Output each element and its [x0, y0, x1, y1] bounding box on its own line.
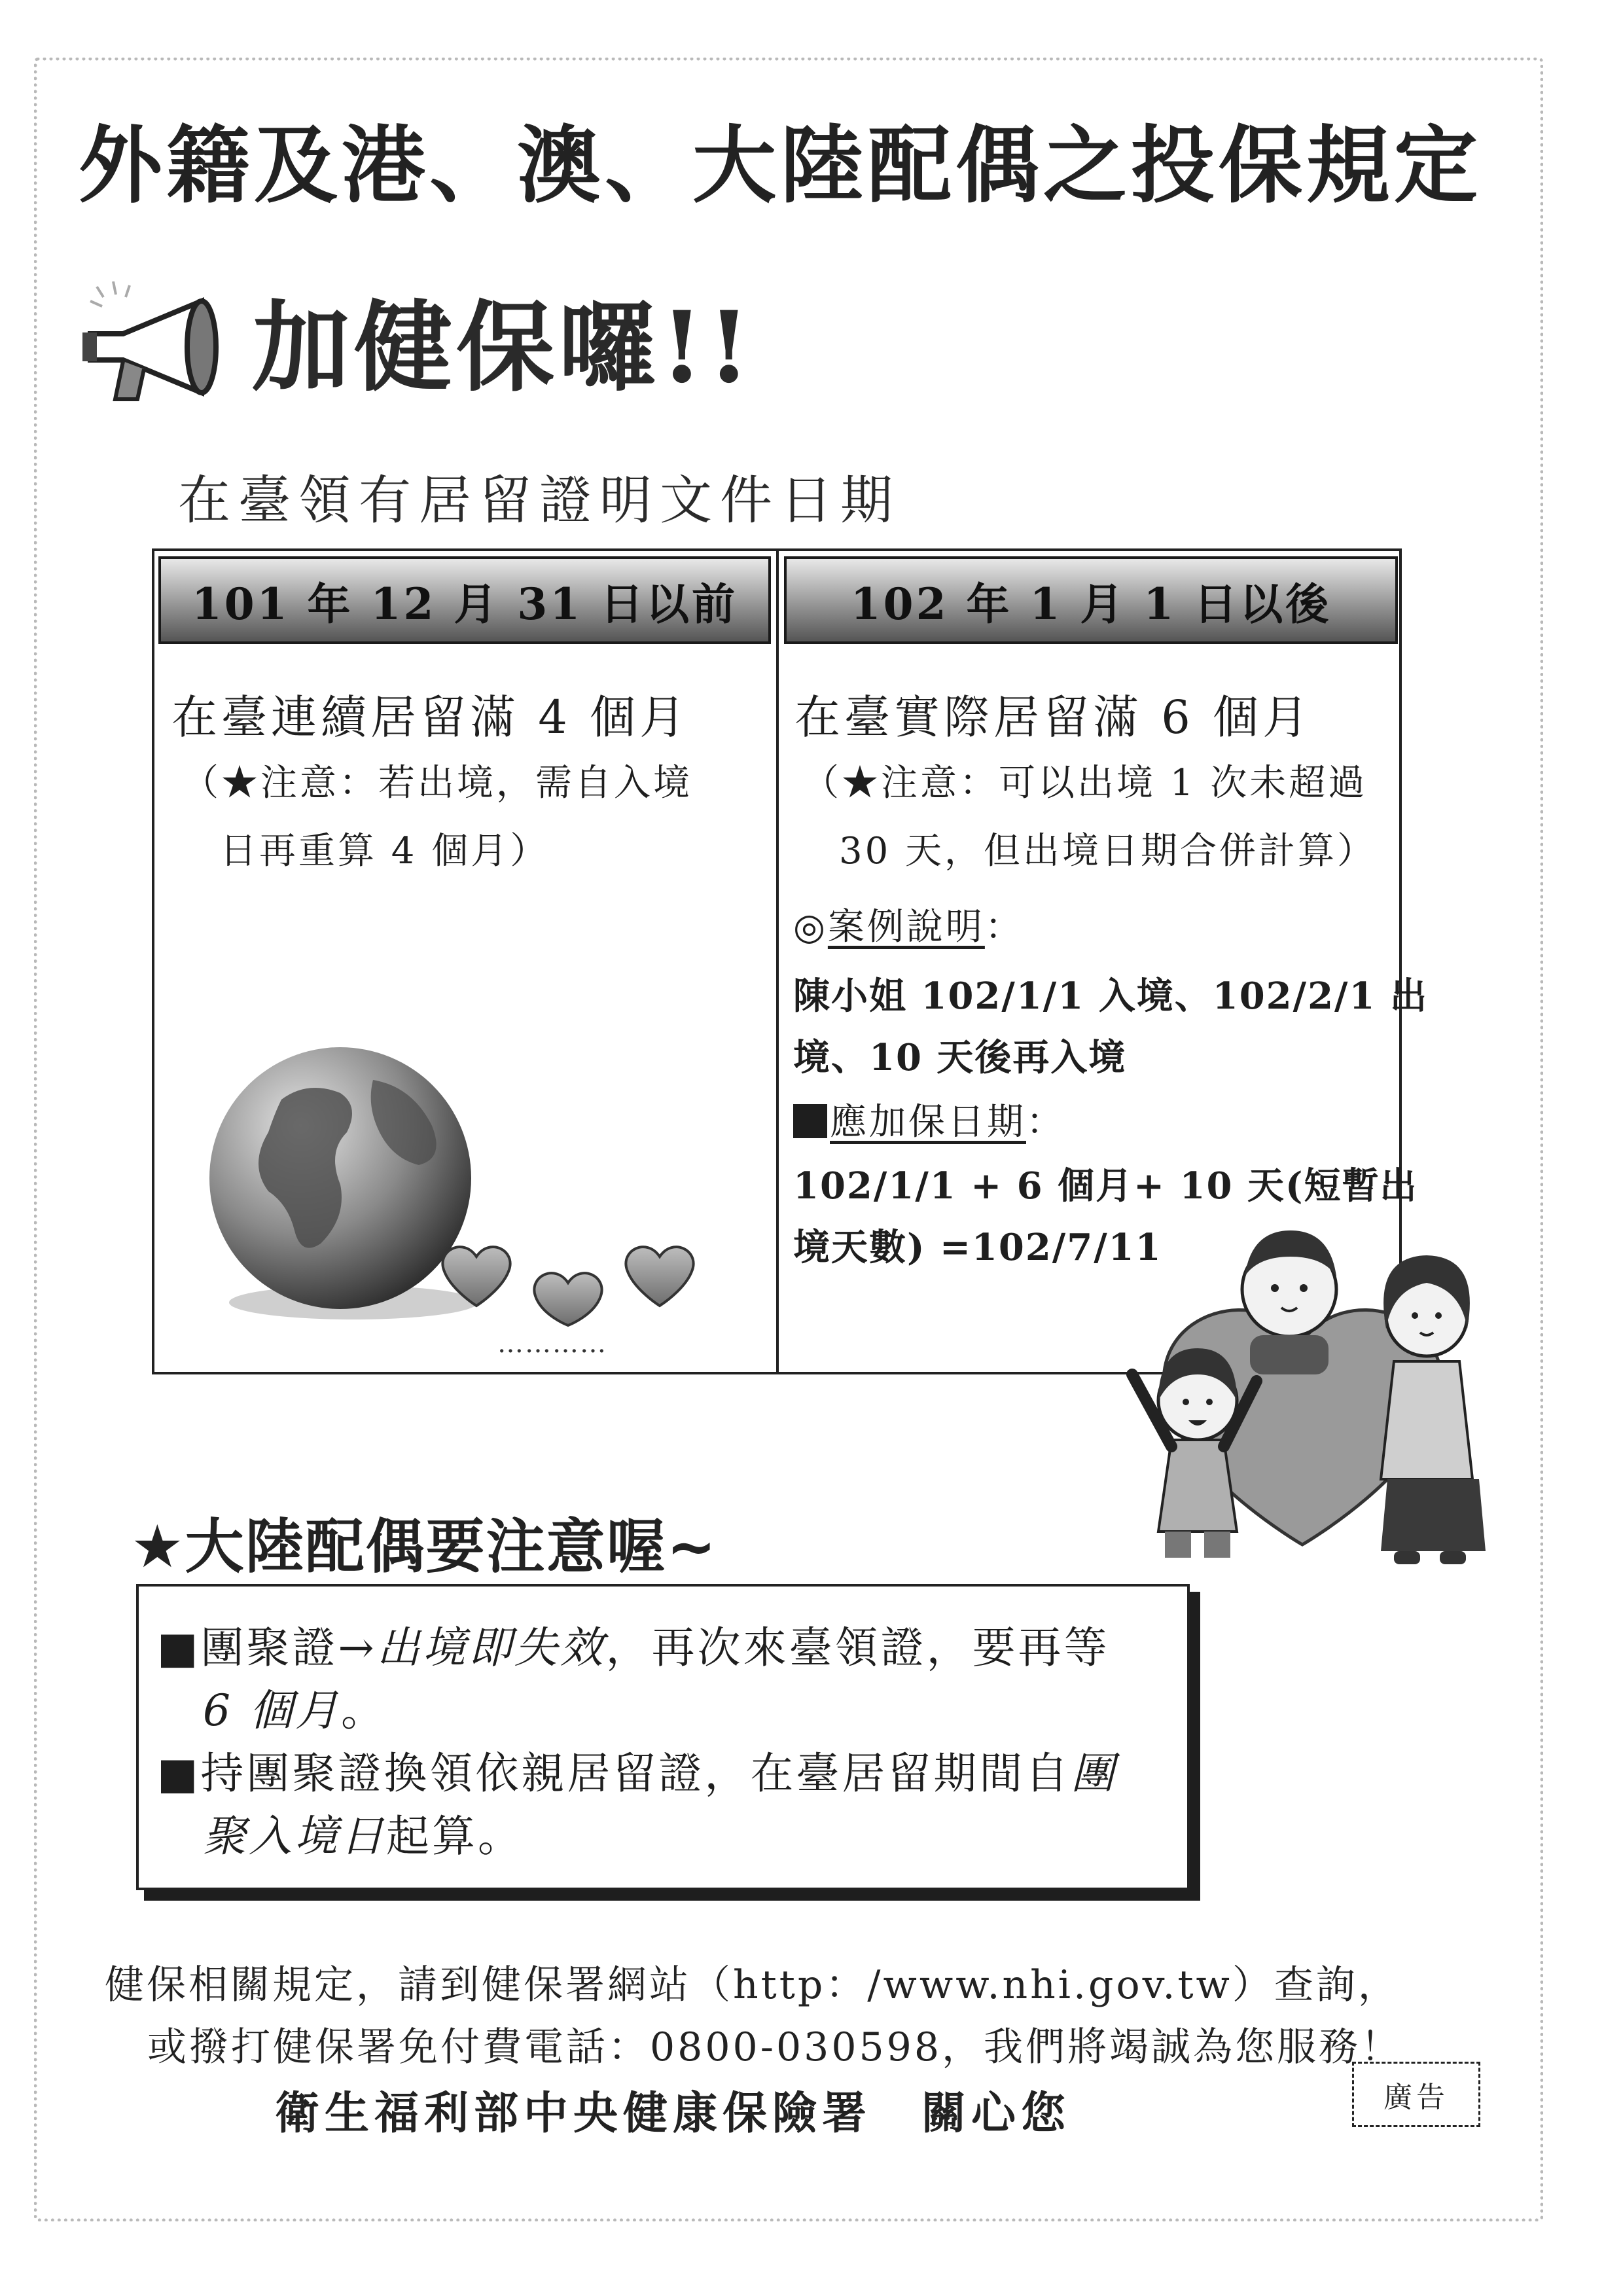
heart-icon [437, 1230, 712, 1329]
notice-box [136, 1584, 1190, 1890]
notice-item2-rest: 起算。 [386, 1811, 524, 1861]
date-line1: 102/1/1 + 6 個月+ 10 天(短暫出 [793, 1164, 1418, 1208]
notice-item1-line2 [203, 1676, 387, 1738]
left-main-rule: 在臺連續居留滿 4 個月 [171, 691, 690, 744]
case-heading-text: 案例說明 [827, 906, 985, 948]
notice-item1-line1 [157, 1613, 1110, 1675]
footer-line2: 或撥打健保署免付費電話：0800-030598，我們將竭誠為您服務！ [147, 2024, 1403, 2070]
ellipsis-dots: ………… [497, 1329, 607, 1359]
left-note-line2: 日再重算 4 個月） [220, 830, 550, 872]
left-note-line1: （★注意：若出境，需自入境 [182, 762, 692, 804]
notice-item2-line1 [157, 1738, 1116, 1801]
advertisement-label: 廣告 [1352, 2062, 1480, 2127]
notice-item1-prefix: ■團聚證→ [157, 1623, 377, 1673]
date-heading-text: 應加保日期 [830, 1101, 1026, 1143]
page-title: 外籍及港、澳、大陸配偶之投保規定 [79, 117, 1482, 215]
subtitle: 在臺領有居留證明文件日期 [178, 470, 901, 531]
footer-organization: 衛生福利部中央健康保險署 關心您 [275, 2087, 1071, 2140]
case-heading [793, 898, 1024, 950]
square-bullet-icon [793, 1104, 827, 1138]
date-heading-suffix: ： [1026, 1101, 1065, 1143]
header-after-2013: 102 年 1 月 1 日以後 [784, 556, 1398, 644]
case-line1: 陳小姐 102/1/1 入境、102/2/1 出 [793, 975, 1428, 1018]
notice-item2-emphasis-2: 聚入境日 [203, 1811, 386, 1861]
globe-illustration [203, 1041, 478, 1322]
family-illustration [1099, 1230, 1505, 1597]
date-heading [793, 1093, 1065, 1145]
notice-item1-rest: ，再次來臺領證，要再等 [605, 1623, 1110, 1673]
notice-item1-emphasis: 出境即失效 [376, 1623, 606, 1673]
right-note-line2: 30 天，但出境日期合併計算） [839, 830, 1377, 872]
footer-line1: 健保相關規定，請到健保署網站（http：/www.nhi.gov.tw）查詢， [105, 1962, 1400, 2008]
case-heading-symbol: ◎ [793, 906, 828, 948]
case-line2: 境、10 天後再入境 [793, 1036, 1127, 1079]
headline: 加健保囉!! [252, 290, 755, 405]
notice-item2-emphasis: 團 [1071, 1748, 1117, 1799]
right-note-line1: （★注意：可以出境 1 次未超過 [802, 762, 1368, 804]
notice-item1-emphasis-2: 6 個月 [203, 1685, 341, 1736]
megaphone-icon [77, 281, 234, 412]
notice-title: ★大陸配偶要注意喔~ [131, 1513, 718, 1581]
header-before-2013: 101 年 12 月 31 日以前 [158, 556, 771, 644]
notice-item2-prefix: ■持團聚證換領依親居留證，在臺居留期間自 [157, 1748, 1071, 1799]
right-main-rule: 在臺實際居留滿 6 個月 [794, 691, 1313, 744]
column-divider [776, 551, 779, 1372]
notice-item2-line2 [203, 1801, 524, 1863]
date-line2: 境天數) =102/7/11 [793, 1226, 1162, 1269]
case-heading-suffix: ： [984, 906, 1024, 948]
notice-item1-end: 。 [340, 1685, 387, 1736]
